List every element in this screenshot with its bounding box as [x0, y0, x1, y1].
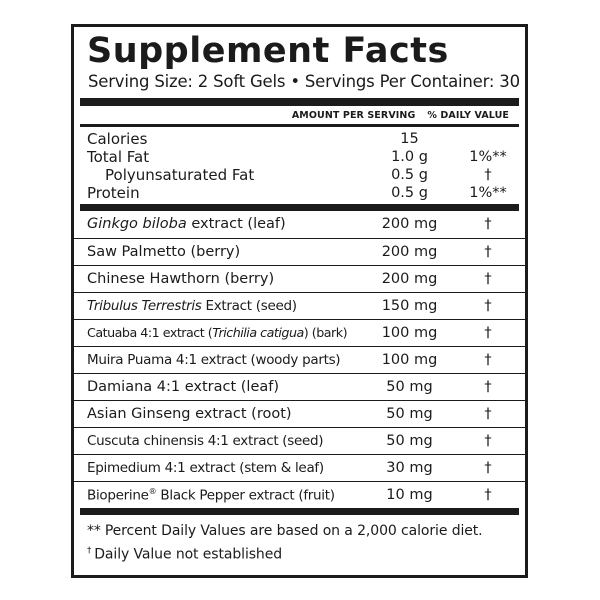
daily-value-cell: †: [484, 486, 492, 503]
divider-thick-mid: [80, 204, 519, 211]
daily-value-cell: †: [484, 351, 492, 368]
amount-per-serving-value: 15: [400, 130, 419, 147]
table-row: [74, 427, 525, 454]
ingredient-name: Calories: [87, 129, 148, 148]
ingredient-name: Damiana 4:1 extract (leaf): [87, 378, 280, 395]
ingredient-name: Saw Palmetto (berry): [87, 243, 241, 260]
panel-title: Supplement Facts: [87, 31, 449, 71]
amount-per-serving-value: 0.5 g: [391, 184, 428, 201]
table-row: [74, 319, 525, 346]
footnote-symbol: **: [87, 522, 101, 539]
amount-per-serving-value: 150 mg: [381, 297, 438, 314]
column-header-amount: AMOUNT PER SERVING: [291, 110, 416, 121]
table-row: [74, 400, 525, 427]
footnote-line: [87, 541, 513, 565]
ingredient-table: [74, 211, 525, 508]
daily-value-cell: 1%**: [469, 148, 507, 165]
daily-value-cell: †: [484, 270, 492, 287]
table-row: [74, 238, 525, 265]
footnote-symbol: †: [87, 546, 92, 556]
ingredient-name: Cuscuta chinensis 4:1 extract (seed): [87, 432, 324, 449]
supplement-facts-panel: [71, 24, 528, 578]
ingredient-name: Total Fat: [87, 147, 150, 166]
table-row: [74, 265, 525, 292]
table-row: [74, 481, 525, 508]
amount-per-serving-value: 200 mg: [381, 270, 438, 287]
daily-value-cell: †: [484, 297, 492, 314]
daily-value-cell: †: [484, 324, 492, 341]
serving-info: Serving Size: 2 Soft Gels • Servings Per Container: 30: [88, 72, 520, 91]
footnote-text: Percent Daily Values are based on a 2,000 calorie diet.: [104, 522, 483, 539]
daily-value-cell: †: [484, 216, 492, 232]
daily-value-cell: 1%**: [469, 184, 507, 201]
footnote-text: Daily Value not established: [94, 546, 283, 563]
daily-value-cell: †: [484, 459, 492, 476]
footnote-line: [87, 521, 513, 542]
table-row: [74, 292, 525, 319]
ingredient-name: Protein: [87, 183, 140, 202]
daily-value-cell: †: [484, 378, 492, 395]
ingredient-name: Epimedium 4:1 extract (stem & leaf): [87, 459, 324, 476]
ingredient-name: Polyunsaturated Fat: [105, 165, 255, 184]
column-header-row: [74, 106, 525, 124]
table-row: [74, 148, 525, 166]
ingredient-name: Tribulus Terrestris Extract (seed): [87, 297, 297, 314]
table-row: [74, 166, 525, 184]
table-row: [74, 454, 525, 481]
daily-value-cell: †: [484, 405, 492, 422]
ingredient-name: Chinese Hawthorn (berry): [87, 270, 275, 287]
footnotes: [74, 515, 525, 570]
daily-value-cell: †: [484, 243, 492, 260]
table-row: [74, 346, 525, 373]
ingredient-name: Asian Ginseng extract (root): [87, 405, 292, 422]
amount-per-serving-value: 0.5 g: [391, 166, 428, 183]
daily-value-cell: †: [484, 166, 492, 183]
table-row: [74, 130, 525, 148]
ingredient-name: Catuaba 4:1 extract (Trichilia catigua) (bark): [87, 325, 348, 340]
divider-thick-top: [80, 98, 519, 106]
ingredient-name: Muira Puama 4:1 extract (woody parts): [87, 351, 341, 368]
amount-per-serving-value: 30 mg: [386, 459, 433, 476]
daily-value-cell: †: [484, 432, 492, 449]
amount-per-serving-value: 100 mg: [381, 324, 438, 341]
amount-per-serving-value: 200 mg: [381, 243, 438, 260]
ingredient-name: Bioperine® Black Pepper extract (fruit): [87, 485, 335, 504]
table-row: [74, 184, 525, 202]
table-row: [74, 373, 525, 400]
table-row: [74, 211, 525, 238]
amount-per-serving-value: 100 mg: [381, 351, 438, 368]
column-header-daily-value: % DAILY VALUE: [427, 110, 509, 121]
amount-per-serving-value: 1.0 g: [391, 148, 428, 165]
amount-per-serving-value: 50 mg: [386, 405, 433, 422]
amount-per-serving-value: 10 mg: [386, 486, 433, 503]
nutrient-table: [74, 127, 525, 204]
divider-thick-bottom: [80, 508, 519, 515]
amount-per-serving-value: 200 mg: [381, 216, 438, 232]
amount-per-serving-value: 50 mg: [386, 378, 433, 395]
amount-per-serving-value: 50 mg: [386, 432, 433, 449]
ingredient-name: Ginkgo biloba extract (leaf): [87, 216, 286, 232]
